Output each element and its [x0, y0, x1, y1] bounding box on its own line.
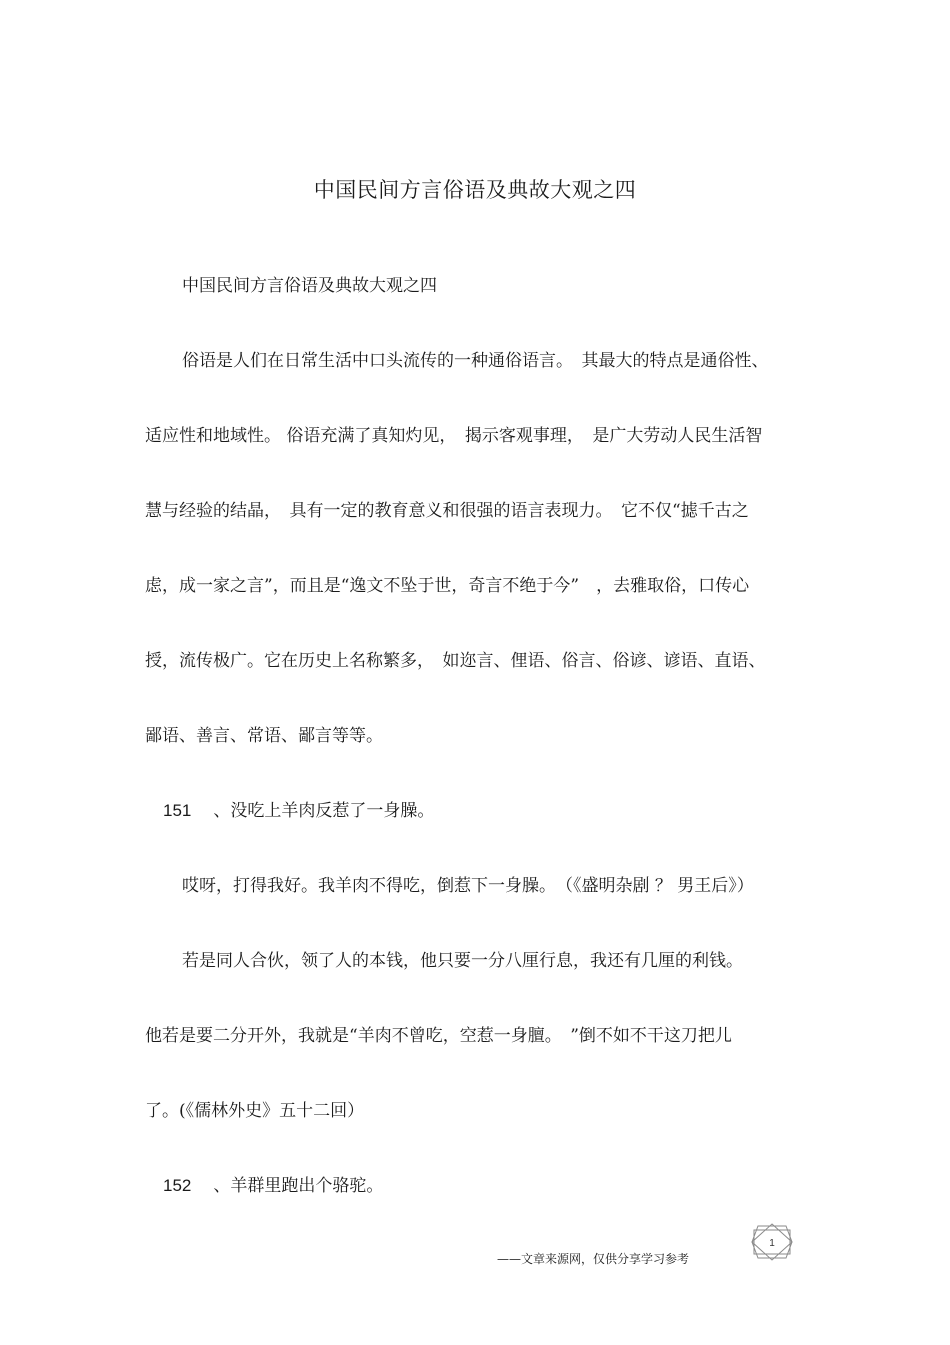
- intro-line: 适应性和地域性。 俗语充满了真知灼见， 揭示客观事理， 是广大劳动人民生活智: [145, 426, 763, 446]
- intro-line: 俗语是人们在日常生活中口头流传的一种通俗语言。 其最大的特点是通俗性、: [182, 351, 769, 371]
- entry-heading-text: 、没吃上羊肉反惹了一身臊。: [213, 801, 435, 821]
- entry-151-heading: [163, 799, 434, 823]
- intro-line: 慧与经验的结晶， 具有一定的教育意义和很强的语言表现力。 它不仅“摅千古之: [145, 501, 749, 521]
- document-title: 中国民间方言俗语及典故大观之四: [313, 178, 637, 202]
- intro-line: 鄙语、善言、常语、鄙言等等。: [145, 726, 383, 746]
- example-line: 他若是要二分开外，我就是“羊肉不曾吃，空惹一身膻。 ”倒不如不干这刀把儿: [145, 1026, 732, 1046]
- example-line: 若是同人合伙，领了人的本钱，他只要一分八厘行息，我还有几厘的利钱。: [182, 951, 743, 971]
- intro-line: 授，流传极广。它在历史上名称繁多， 如迩言、俚语、俗言、俗谚、谚语、直语、: [145, 651, 766, 671]
- footer-source-note: ——文章来源网，仅供分享学习参考: [497, 1252, 690, 1266]
- entry-heading-text: 、羊群里跑出个骆驼。: [213, 1176, 384, 1196]
- page-number-badge-icon: [748, 1222, 796, 1262]
- intro-line: 虑，成一家之言”，而且是“逸文不坠于世，奇言不绝于今” ，去雅取俗，口传心: [145, 576, 750, 596]
- example-line: 了。(《儒林外史》五十二回）: [145, 1101, 365, 1121]
- page-number: 1: [769, 1238, 775, 1249]
- entry-151-example-1: 哎呀，打得我好。我羊肉不得吃，倒惹下一身臊。 （《盛明杂剧 ？ 男王后》）: [182, 876, 754, 896]
- entry-152-heading: [163, 1174, 383, 1198]
- entry-number: 151: [163, 801, 192, 820]
- subtitle: 中国民间方言俗语及典故大观之四: [182, 276, 437, 296]
- entry-number: 152: [163, 1176, 192, 1195]
